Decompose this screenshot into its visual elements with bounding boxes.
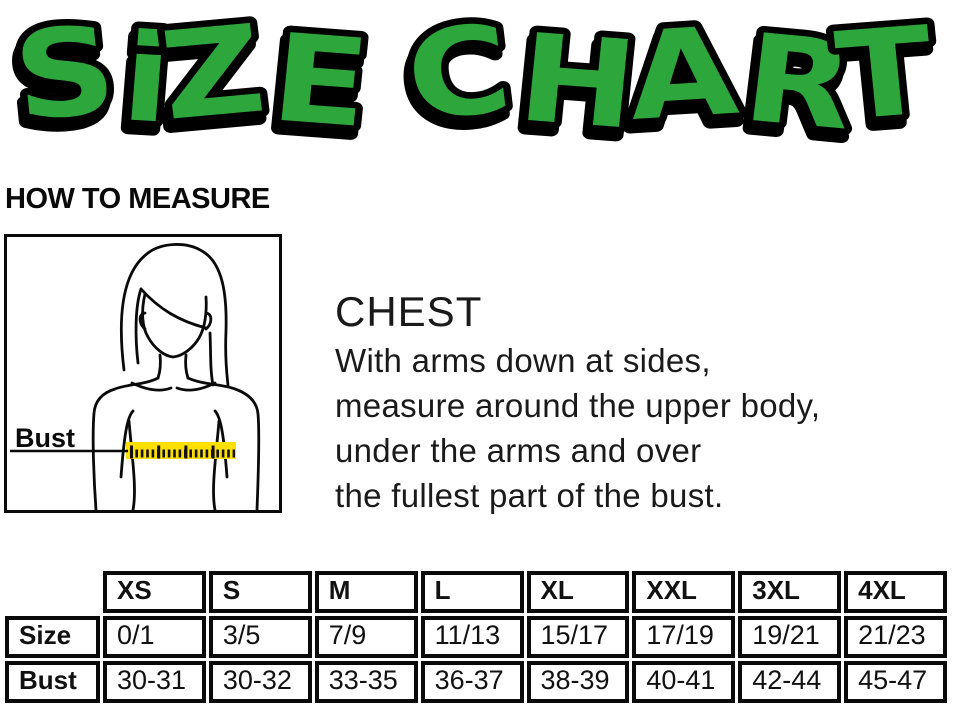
bust-value-cell: 30-32 xyxy=(209,661,312,703)
column-header-xs: XS xyxy=(103,571,206,613)
chest-instruction-line: under the arms and over xyxy=(335,432,702,469)
chest-instruction-line: the fullest part of the bust. xyxy=(335,477,724,514)
size-chart-title-graphic xyxy=(8,0,948,154)
size-value-cell: 7/9 xyxy=(315,616,418,658)
row-label-size: Size xyxy=(5,616,100,658)
measurement-diagram-box xyxy=(4,234,282,513)
torso-figure-icon xyxy=(7,237,279,510)
size-value-cell: 21/23 xyxy=(844,616,947,658)
size-table xyxy=(2,568,950,706)
size-value-cell: 19/21 xyxy=(738,616,841,658)
column-header-xxl: XXL xyxy=(632,571,735,613)
column-header-4xl: 4XL xyxy=(844,571,947,613)
size-table-header-row xyxy=(5,571,947,613)
column-header-l: L xyxy=(421,571,524,613)
bust-value-cell: 38-39 xyxy=(527,661,630,703)
how-to-measure-heading: HOW TO MEASURE xyxy=(5,183,270,215)
bust-label: Bust xyxy=(15,423,75,453)
table-corner-cell xyxy=(5,571,100,613)
row-label-bust: Bust xyxy=(5,661,100,703)
bust-value-cell: 40-41 xyxy=(632,661,735,703)
table-row-size xyxy=(5,616,947,658)
bust-value-cell: 36-37 xyxy=(421,661,524,703)
size-value-cell: 17/19 xyxy=(632,616,735,658)
column-header-3xl: 3XL xyxy=(738,571,841,613)
bust-value-cell: 30-31 xyxy=(103,661,206,703)
column-header-xl: XL xyxy=(527,571,630,613)
size-value-cell: 3/5 xyxy=(209,616,312,658)
column-header-s: S xyxy=(209,571,312,613)
chest-instruction-line: measure around the upper body, xyxy=(335,387,821,424)
measuring-tape-icon xyxy=(126,442,236,459)
page-title: SiZE CHART xyxy=(9,0,927,154)
bust-value-cell: 33-35 xyxy=(315,661,418,703)
size-value-cell: 11/13 xyxy=(421,616,524,658)
bust-value-cell: 45-47 xyxy=(844,661,947,703)
column-header-m: M xyxy=(315,571,418,613)
table-row-bust xyxy=(5,661,947,703)
size-value-cell: 0/1 xyxy=(103,616,206,658)
size-value-cell: 15/17 xyxy=(527,616,630,658)
bust-value-cell: 42-44 xyxy=(738,661,841,703)
chest-heading: CHEST xyxy=(335,288,483,335)
chest-instructions xyxy=(335,338,945,518)
chest-instruction-line: With arms down at sides, xyxy=(335,342,711,379)
